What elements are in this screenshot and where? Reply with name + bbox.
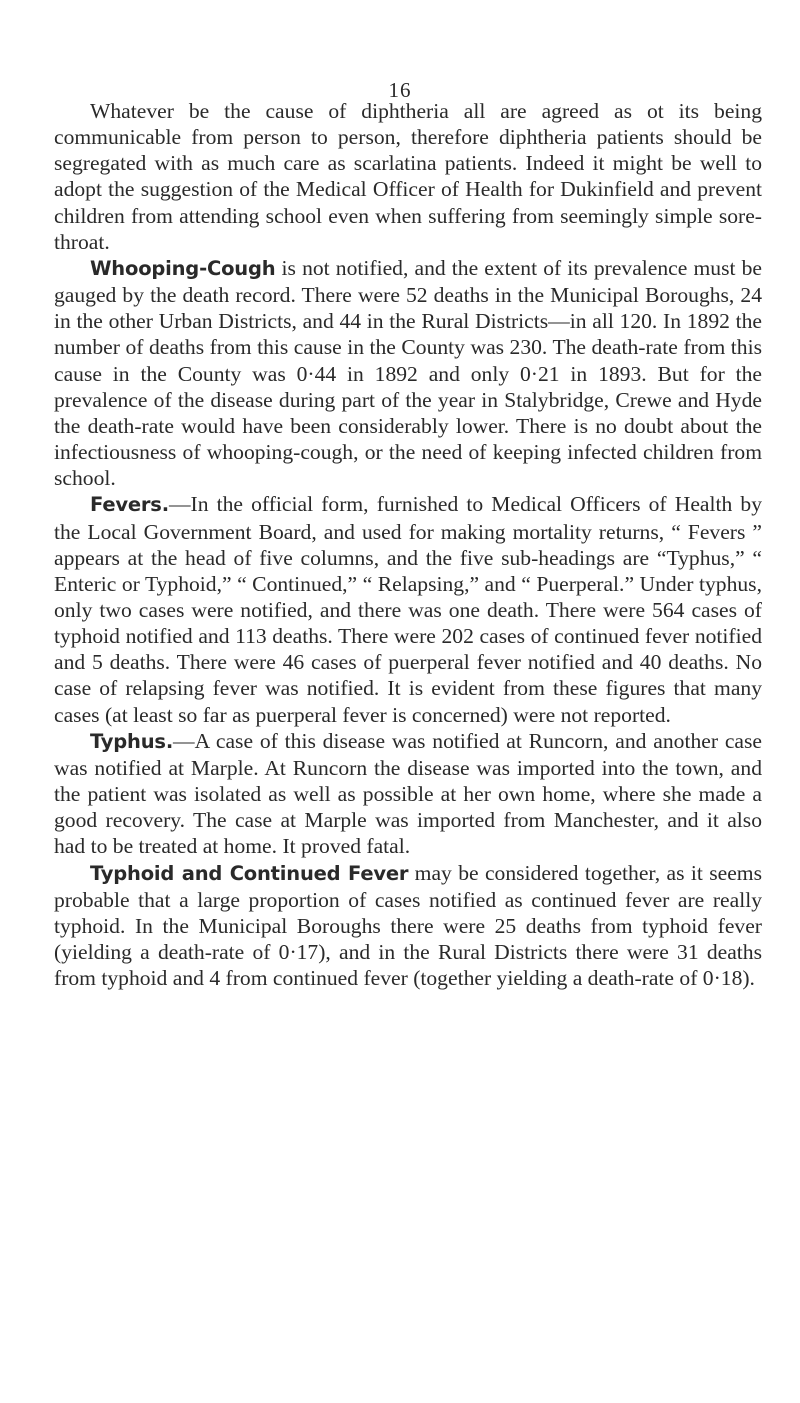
paragraph-text: is not notified, and the extent of its prevalence must be gauged by the death record. There were 52 deaths in the Municipal Boroughs, 24 in the other Urban Districts, and 44 in the Rural Districts—in all 120. In 1892 the number of deaths from this cause in the County was 230. The death-rate from this cause in the County was 0·44 in 1892 and only 0·21 in 1893. But for the prevalence of the disease during part of the year in Stalybridge, Crewe and Hyde the death-rate would have been considerably lower. There is no doubt about the infectiousness of whooping-cough, or the need of keeping infected children from school. [54,255,762,491]
paragraph-text: Whatever be the cause of diphtheria all are agreed as ot its being communicable from person to person, therefore diphtheria patients should be segregated with as much care as scarlatina patients. Indeed it might be well to adopt the suggestion of the Medical Officer of Health for Dukinfield and prevent children from attending school even when suffering from seemingly simple sore-throat. [54,99,762,254]
document-body [54,98,762,991]
paragraph-typhoid [54,860,762,992]
section-heading-fevers: Fevers. [90,493,169,517]
paragraph-diphtheria [54,98,762,255]
page-number: 16 [388,78,412,102]
section-heading-whooping-cough: Whooping-Cough [90,256,276,280]
section-heading-typhus: Typhus. [90,729,174,753]
paragraph-text: may be considered together, as it seems probable that a large proportion of cases notified as continued fever are really typhoid. In the Municipal Boroughs there were 25 deaths from typhoid fever (yielding a death-rate of 0·17), and in the Rural Districts there were 31 deaths from typhoid and 4 from continued fever (together yielding a death-rate of 0·18). [54,860,762,991]
paragraph-whooping-cough [54,255,762,491]
paragraph-fevers [54,491,762,727]
paragraph-text: —In the official form, furnished to Medical Officers of Health by the Local Government Board, and used for making mortality returns, “ Fevers ” appears at the head of five columns, and the five sub-headings are “Typhus,” “ Enteric or Typhoid,” “ Continued,” “ Relapsing,” and “ Puerperal.” Under typhus, only two cases were notified, and there was one death. There were 564 cases of typhoid notified and 113 deaths. There were 202 cases of continued fever notified and 5 deaths. There were 46 cases of puerperal fever notified and 40 deaths. No case of relapsing fever was notified. It is evident from these figures that many cases (at least so far as puerperal fever is concerned) were not reported. [54,492,762,727]
paragraph-typhus [54,728,762,860]
section-heading-typhoid-continued-fever: Typhoid and Continued Fever [90,861,409,885]
paragraph-text: —A case of this disease was notified at Runcorn, and another case was notified at Marple. At Runcorn the disease was imported into the town, and the patient was isolated as well as possible at her own home, where she made a good recovery. The case at Marple was imported from Manchester, and it also had to be treated at home. It proved fatal. [54,728,762,859]
